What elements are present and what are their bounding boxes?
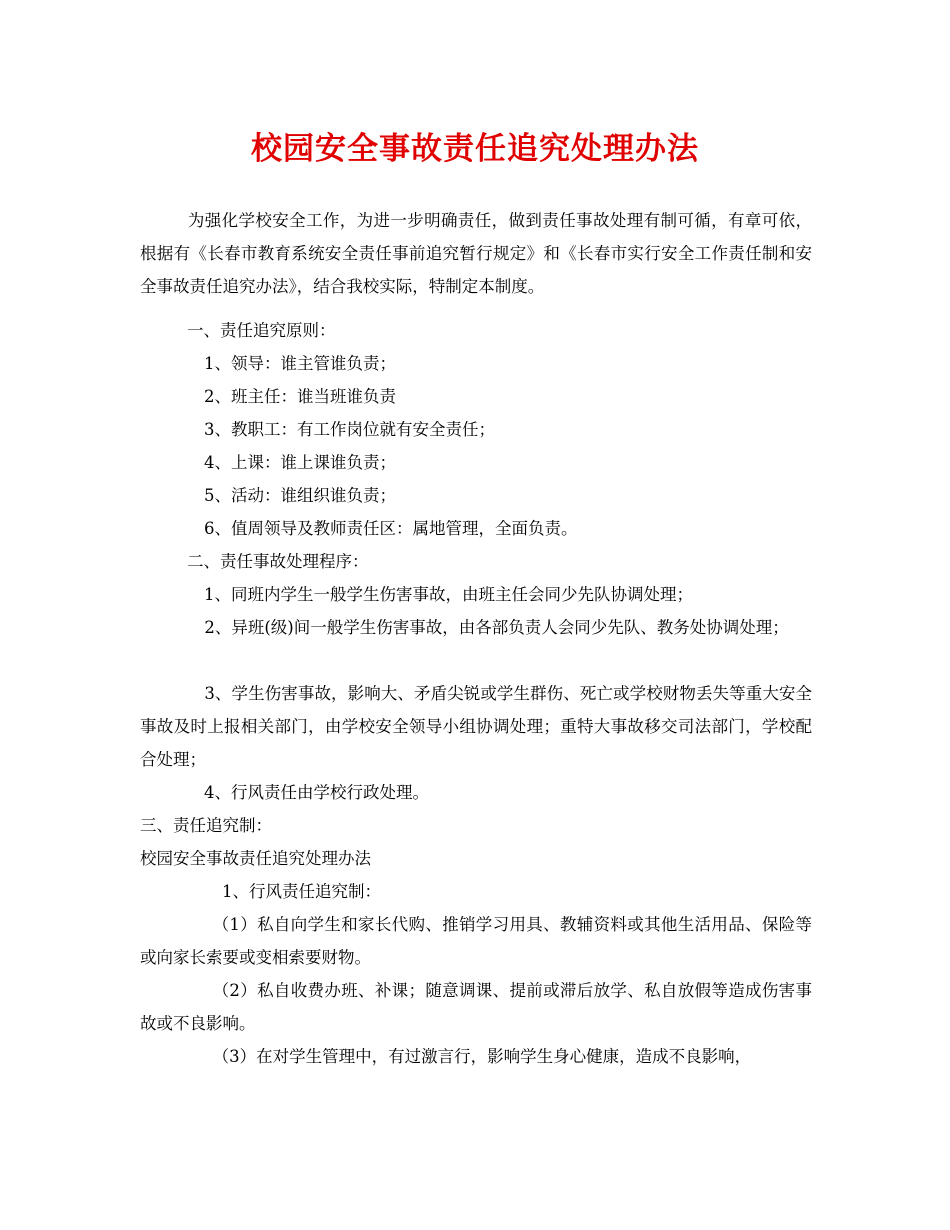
section-2-item-3: 3、学生伤害事故，影响大、矛盾尖锐或学生群伤、死亡或学校财物丢失等重大安全事故及时上报相关部门，由学校安全领导小组协调处理；重特大事故移交司法部门，学校配合处理；: [140, 684, 812, 769]
intro-paragraph: 为强化学校安全工作，为进一步明确责任，做到责任事故处理有制可循，有章可依，根据有《长春市教育系统安全责任事前追究暂行规定》和《长春市实行安全工作责任制和安全事故责任追究办法》，结合我校实际，特制定本制度。: [140, 211, 812, 296]
section-1-item-6: 6、值周领导及教师责任区：属地管理，全面负责。: [204, 519, 578, 538]
section-2-item-2: 2、异班(级)间一般学生伤害事故，由各部负责人会同少先队、教务处协调处理；: [204, 618, 789, 637]
section-1-item-3: 3、教职工：有工作岗位就有安全责任；: [204, 420, 495, 439]
section-3-heading: 三、责任追究制：: [140, 816, 272, 835]
section-1-item-4: 4、上课：谁上课谁负责；: [204, 453, 396, 472]
section-2-item-4: 4、行风责任由学校行政处理。: [204, 783, 429, 802]
section-3-item-2: （2）私自收费办班、补课；随意调课、提前或滞后放学、私自放假等造成伤害事故或不良影响。: [140, 981, 812, 1033]
section-2-heading: 二、责任事故处理程序：: [187, 552, 369, 571]
section-3-item-1: （1）私自向学生和家长代购、推销学习用具、教辅资料或其他生活用品、保险等或向家长索要或变相索要财物。: [140, 915, 812, 967]
section-3-item-3: （3）在对学生管理中，有过激言行，影响学生身心健康，造成不良影响，: [212, 1047, 752, 1066]
document-title: 校园安全事故责任追究处理办法: [251, 131, 699, 167]
section-2-item-1: 1、同班内学生一般学生伤害事故，由班主任会同少先队协调处理；: [204, 585, 693, 604]
section-1-item-2: 2、班主任：谁当班谁负责: [204, 387, 396, 406]
repeat-title-line: 校园安全事故责任追究处理办法: [140, 849, 371, 868]
section-1-item-5: 5、活动：谁组织谁负责；: [204, 486, 396, 505]
section-1-item-1: 1、领导：谁主管谁负责；: [204, 354, 396, 373]
section-1-heading: 一、责任追究原则：: [187, 321, 336, 340]
section-3-sub-heading: 1、行风责任追究制：: [222, 882, 381, 901]
